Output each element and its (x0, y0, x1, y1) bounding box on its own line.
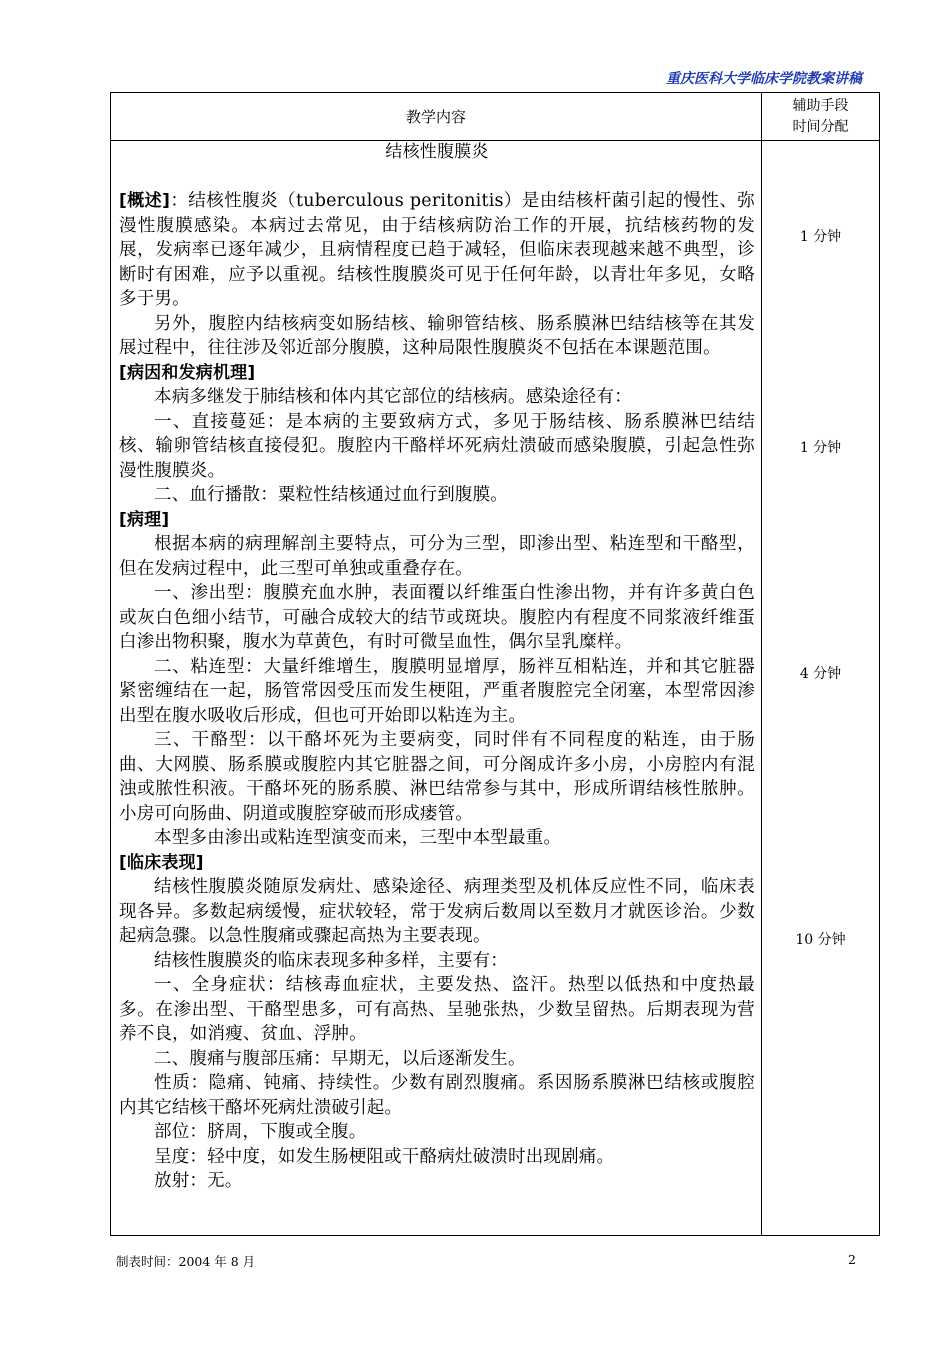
etiology-paragraph-1: 本病多继发于肺结核和体内其它部位的结核病。感染途径有： (154, 387, 632, 407)
column-header-aux (762, 93, 879, 140)
clinical-paragraph-6: 部位：脐周，下腹或全腹。 (154, 1122, 367, 1142)
clinical-paragraph-5: 性质：隐痛、钝痛、持续性。少数有剧烈腹痛。系因肠系膜淋巴结核或腹腔内其它结核干酪坏死病灶溃破引起。 (119, 1073, 755, 1118)
section-heading-etiology: [病因和发病机理] (119, 362, 256, 383)
pathology-paragraph-5: 本型多由渗出或粘连型演变而来，三型中本型最重。 (154, 828, 562, 848)
aux-header-line1: 辅助手段 (792, 97, 849, 114)
section-heading-clinical: [临床表现] (119, 852, 204, 873)
document-brand-header: 重庆医科大学临床学院教案讲稿 (666, 71, 862, 87)
pathology-paragraph-2: 一、渗出型：腹膜充血水肿，表面覆以纤维蛋白性渗出物，并有许多黄白色或灰白色细小结节，可融合成较大的结节或斑块。腹腔内有程度不同浆液纤维蛋白渗出物积聚，腹水为草黄色，有时可微呈血性，偶尔呈乳糜样。 (119, 583, 755, 652)
etiology-paragraph-2: 一、直接蔓延：是本病的主要致病方式，多见于肠结核、肠系膜淋巴结结核、输卵管结核直接侵犯。腹腔内干酪样坏死病灶溃破而感染腹膜，引起急性弥漫性腹膜炎。 (119, 411, 755, 481)
etiology-paragraph-3: 二、血行播散：粟粒性结核通过血行到腹膜。 (154, 485, 508, 505)
clinical-paragraph-8: 放射：无。 (154, 1171, 243, 1191)
lesson-plan-table (110, 92, 880, 1236)
spacer (119, 165, 755, 190)
time-allocation-pathology: 4 分钟 (799, 666, 842, 682)
overview-paragraph-2: 另外，腹腔内结核病变如肠结核、输卵管结核、肠系膜淋巴结结核等在其发展过程中，往往涉及邻近部分腹膜，这种局限性腹膜炎不包括在本课题范围。 (119, 313, 755, 358)
clinical-paragraph-4: 二、腹痛与腹部压痛：早期无，以后逐渐发生。 (154, 1048, 526, 1069)
clinical-paragraph-7: 呈度：轻中度，如发生肠梗阻或干酪病灶破溃时出现剧痛。 (154, 1146, 615, 1167)
clinical-paragraph-1: 结核性腹膜炎随原发病灶、感染途径、病理类型及机体反应性不同，临床表现各异。多数起病缓慢，症状较轻，常于发病后数周以至数月才就医诊治。少数起病急骤。以急性腹痛或骤起高热为主要表现。 (119, 877, 755, 946)
clinical-paragraph-3: 一、全身症状：结核毒血症状，主要发热、盗汗。热型以低热和中度热最多。在渗出型、干酪型患多，可有高热、呈驰张热，少数呈留热。后期表现为营养不良，如消瘦、贫血、浮肿。 (119, 975, 755, 1044)
lecture-content (119, 140, 755, 1194)
footer-made-time: 制表时间：2004 年 8 月 (116, 1254, 256, 1269)
section-heading-overview: [概述] (119, 191, 171, 211)
clinical-paragraph-2: 结核性腹膜炎的临床表现多种多样，主要有： (154, 950, 508, 971)
overview-text: ：结核性腹炎（tuberculous peritonitis）是由结核杆菌引起的慢性、弥漫性腹膜感染。本病过去常见，由于结核病防治工作的开展，抗结核药物的发展，发病率已逐年减少，且病情程度已趋于减轻，但临床表现越来越不典型，诊断时有困难，应予以重视。结核性腹膜炎可见于任何年龄，以青壮年多见，女略多于男。 (119, 191, 755, 309)
pathology-paragraph-1: 根据本病的病理解剖主要特点，可分为三型，即渗出型、粘连型和干酪型，但在发病过程中，此三型可单独或重叠存在。 (119, 534, 755, 579)
pathology-paragraph-3: 二、粘连型：大量纤维增生，腹膜明显增厚，肠袢互相粘连，并和其它脏器紧密缠结在一起，肠管常因受压而发生梗阻，严重者腹腔完全闭塞，本型常因渗出型在腹水吸收后形成，但也可开始即以粘连为主。 (119, 656, 755, 726)
lecture-title: 结核性腹膜炎 (385, 142, 489, 162)
section-heading-pathology: [病理] (119, 509, 170, 530)
time-allocation-etiology: 1 分钟 (799, 440, 842, 456)
time-allocation-clinical: 10 分钟 (795, 932, 846, 948)
column-header-content: 教学内容 (405, 108, 466, 126)
page-number: 2 (848, 1252, 856, 1267)
overview-paragraph (119, 189, 755, 312)
aux-header-line2: 时间分配 (792, 118, 849, 135)
pathology-paragraph-4: 三、干酪型：以干酪坏死为主要病变，同时伴有不同程度的粘连，由于肠曲、大网膜、肠系膜或腹腔内其它脏器之间，可分阁成许多小房，小房腔内有混浊或脓性积液。干酪坏死的肠系膜、淋巴结常参与其中，形成所谓结核性脓肿。小房可向肠曲、阴道或腹腔穿破而形成瘘管。 (119, 730, 755, 824)
time-allocation-overview: 1 分钟 (799, 229, 842, 245)
